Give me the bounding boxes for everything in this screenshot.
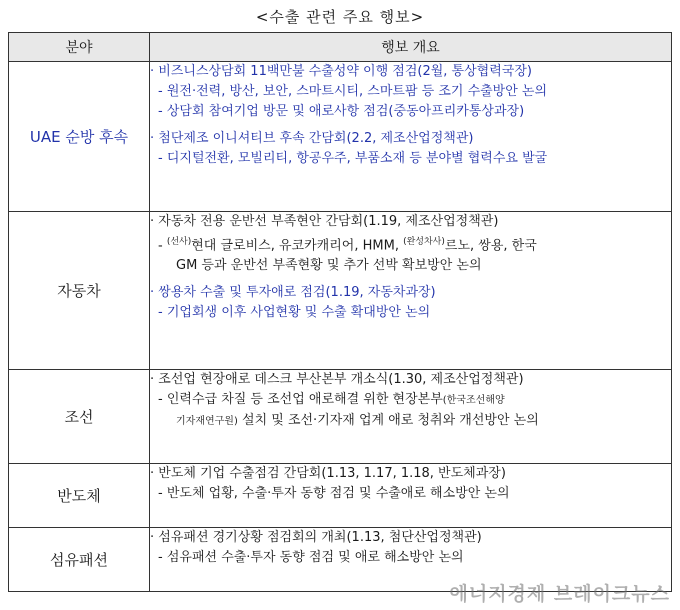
list-item: · 비즈니스상담회 11백만불 수출성약 이행 점검(2월, 통상협력국장) xyxy=(150,64,532,79)
content-semiconductor xyxy=(150,464,672,528)
institute-note: (한국조선해양 xyxy=(442,395,505,406)
list-item: - 반도체 업황, 수출·투자 동향 점검 및 수출애로 해소방안 논의 xyxy=(158,486,510,501)
category-shipbuilding: 조선 xyxy=(9,370,150,464)
list-item: - 원전·전력, 방산, 보안, 스마트시티, 스마트팜 등 조기 수출방안 논의 xyxy=(158,84,548,99)
list-item: · 첨단제조 이니셔티브 후속 간담회(2.2, 제조산업정책관) xyxy=(150,131,474,146)
content-uae xyxy=(150,62,672,212)
category-uae: UAE 순방 후속 xyxy=(9,62,150,212)
install-text: 설치 및 조선·기자재 업계 애로 청취와 개선방안 논의 xyxy=(237,413,539,428)
list-item: GM 등과 운반선 부족현황 및 추가 선박 확보방안 논의 xyxy=(176,258,482,274)
carrier-names: 현대 글로비스, 유코카캐리어, HMM, xyxy=(191,238,404,254)
content-shipbuilding xyxy=(150,370,672,464)
header-row xyxy=(9,33,672,62)
list-item xyxy=(150,390,671,411)
table-title: <수출 관련 주요 행보> xyxy=(255,8,425,26)
list-item: · 섬유패션 경기상황 점검회의 개최(1.13, 첨단산업정책관) xyxy=(150,530,482,545)
table-row-uae xyxy=(9,62,672,212)
institute-note-cont: 기자재연구원) xyxy=(176,416,238,427)
list-item: · 반도체 기업 수출점검 간담회(1.13, 1.17, 1.18, 반도체과장) xyxy=(150,466,506,481)
table-row-semiconductor xyxy=(9,464,672,528)
watermark-logo: 에너지경제 브레이크뉴스 xyxy=(449,583,670,605)
export-schedule-table xyxy=(8,32,672,592)
shipper-note: (선사) xyxy=(166,237,192,247)
category-textile: 섬유패션 xyxy=(9,528,150,592)
automaker-names: 르노, 쌍용, 한국 xyxy=(444,238,537,254)
category-auto: 자동차 xyxy=(9,212,150,370)
field-hq-text: - 인력수급 차질 등 조선업 애로해결 위한 현장본부 xyxy=(158,392,443,407)
list-item: - $^{(선사)}$현대 글로비스, 유코카캐리어, HMM, $^{(완성차사)}$르노, 쌍용, 한국 xyxy=(158,237,537,254)
table-row-shipbuilding xyxy=(9,370,672,464)
list-item: · 자동차 전용 운반선 부족현안 간담회(1.19, 제조산업정책관) xyxy=(150,214,499,229)
header-category: 분야 xyxy=(9,33,150,62)
list-item xyxy=(150,411,671,432)
list-item: · 쌍용차 수출 및 투자애로 점검(1.19, 자동차과장) xyxy=(150,285,436,301)
content-auto xyxy=(150,212,672,370)
list-item: - 기업회생 이후 사업현황 및 수출 확대방안 논의 xyxy=(158,305,431,321)
automaker-note: (완성차사) xyxy=(403,237,445,247)
table-row-auto xyxy=(9,212,672,370)
list-item: - 디지털전환, 모빌리티, 항공우주, 부품소재 등 분야별 협력수요 발굴 xyxy=(158,151,548,166)
list-item: - 상담회 참여기업 방문 및 애로사항 점검(중동아프리카통상과장) xyxy=(158,104,525,119)
list-item: - 섬유패션 수출·투자 동향 점검 및 애로 해소방안 논의 xyxy=(158,550,464,565)
category-semiconductor: 반도체 xyxy=(9,464,150,528)
header-content: 행보 개요 xyxy=(150,33,672,62)
list-item: · 조선업 현장애로 데스크 부산본부 개소식(1.30, 제조산업정책관) xyxy=(150,372,524,387)
